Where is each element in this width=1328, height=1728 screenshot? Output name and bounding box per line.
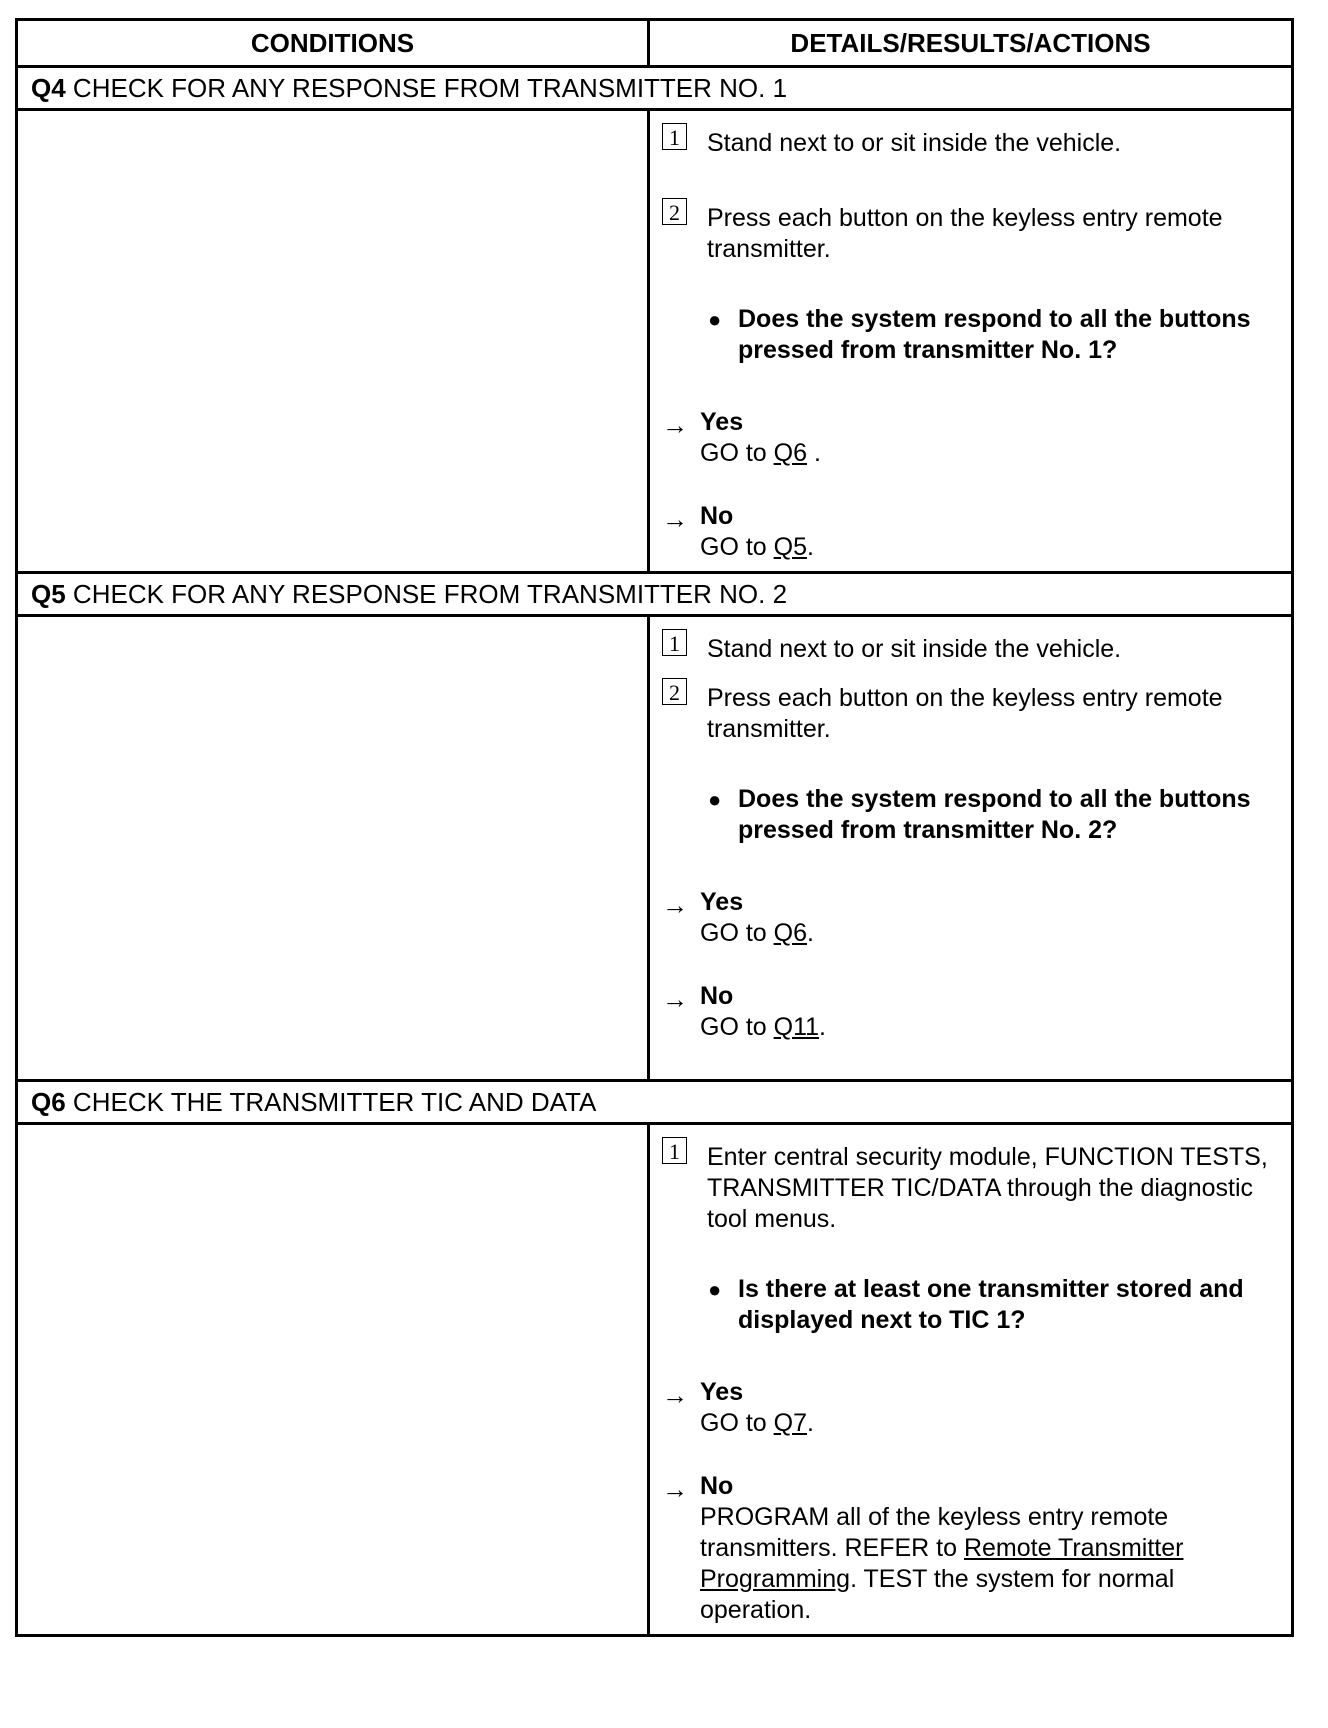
action-prefix: GO to <box>700 1409 774 1437</box>
outcome-label: Yes <box>700 888 744 916</box>
link-remote-transmitter-programming[interactable]: Remote Transmitter Programming <box>700 1534 1184 1593</box>
outcome-action <box>662 1012 1277 1043</box>
section-title: CHECK FOR ANY RESPONSE FROM TRANSMITTER NO. 2 <box>72 578 788 609</box>
outcome-yes <box>662 407 1277 469</box>
step-text: Press each button on the keyless entry remote transmitter. <box>707 204 1223 263</box>
link-q7[interactable]: Q7 <box>773 1409 807 1437</box>
arrow-right-icon: → <box>662 890 688 920</box>
arrow-right-icon: → <box>662 504 688 534</box>
action-suffix: . <box>807 533 814 561</box>
bullet-icon: ● <box>708 307 722 332</box>
step-text: Enter central security module, FUNCTION TESTS, TRANSMITTER TIC/DATA through the diagnostic tool menus. <box>707 1143 1268 1233</box>
question <box>662 1274 1277 1336</box>
outcome-action <box>662 1502 1277 1626</box>
question <box>662 304 1277 366</box>
step-text: Press each button on the keyless entry remote transmitter. <box>707 684 1223 743</box>
question-text: Does the system respond to all the buttons pressed from transmitter No. 1? <box>738 305 1251 364</box>
details-cell <box>649 110 1293 573</box>
details-column-header: DETAILS/RESULTS/ACTIONS <box>649 20 1293 67</box>
section-q5-body <box>17 616 1293 1081</box>
outcome-label: Yes <box>700 1378 744 1406</box>
step-1 <box>662 1135 1277 1235</box>
section-q4-body <box>17 110 1293 573</box>
section-title: CHECK FOR ANY RESPONSE FROM TRANSMITTER NO. 1 <box>72 72 788 103</box>
diagnostic-table-frame <box>15 18 1291 1707</box>
action-prefix: GO to <box>700 1013 774 1041</box>
table-header-row <box>17 20 1293 67</box>
outcome-yes <box>662 1377 1277 1439</box>
section-title: CHECK THE TRANSMITTER TIC AND DATA <box>72 1086 597 1117</box>
action-prefix: GO to <box>700 533 774 561</box>
action-suffix: . <box>807 919 814 947</box>
section-q4-header <box>17 67 1293 110</box>
action-suffix: . <box>807 439 821 467</box>
step-number-box: 1 <box>662 1137 687 1164</box>
step-number-box: 2 <box>662 678 687 705</box>
link-q6[interactable]: Q6 <box>773 919 807 947</box>
section-id: Q5 <box>31 578 66 609</box>
step-text: Stand next to or sit inside the vehicle. <box>707 635 1122 663</box>
step-text: Stand next to or sit inside the vehicle. <box>707 129 1122 157</box>
step-2 <box>662 676 1277 745</box>
conditions-cell <box>17 616 649 1081</box>
action-prefix: GO to <box>700 439 774 467</box>
arrow-right-icon: → <box>662 984 688 1014</box>
outcome-action <box>662 1408 1277 1439</box>
link-q5[interactable]: Q5 <box>773 533 807 561</box>
question <box>662 784 1277 846</box>
step-number-box: 2 <box>662 198 687 225</box>
action-suffix: . TEST the system for normal operation. <box>700 1565 1175 1624</box>
question-text: Is there at least one transmitter stored and displayed next to TIC 1? <box>738 1275 1244 1334</box>
outcome-action <box>662 532 1277 563</box>
outcome-action <box>662 438 1277 469</box>
step-1 <box>662 627 1277 665</box>
bullet-icon: ● <box>708 787 722 812</box>
arrow-right-icon: → <box>662 1474 688 1504</box>
details-cell <box>649 1124 1293 1636</box>
link-q6[interactable]: Q6 <box>773 439 807 467</box>
outcome-no <box>662 981 1277 1043</box>
diagnostic-table <box>15 18 1294 1637</box>
outcome-no <box>662 1471 1277 1626</box>
section-id: Q6 <box>31 1086 66 1117</box>
link-q11[interactable]: Q11 <box>773 1013 820 1041</box>
section-q6-body <box>17 1124 1293 1636</box>
arrow-right-icon: → <box>662 1380 688 1410</box>
action-suffix: . <box>819 1013 826 1041</box>
section-id: Q4 <box>31 72 66 103</box>
step-1 <box>662 121 1277 159</box>
outcome-label: No <box>700 1472 734 1500</box>
action-prefix: PROGRAM all of the keyless entry remote transmitters. REFER to <box>700 1503 1169 1562</box>
outcome-label: Yes <box>700 408 744 436</box>
action-prefix: GO to <box>700 919 774 947</box>
conditions-column-header: CONDITIONS <box>17 20 649 67</box>
step-2 <box>662 196 1277 265</box>
section-q6-header <box>17 1081 1293 1124</box>
details-cell <box>649 616 1293 1081</box>
arrow-right-icon: → <box>662 410 688 440</box>
conditions-cell <box>17 110 649 573</box>
bullet-icon: ● <box>708 1277 722 1302</box>
outcome-action <box>662 918 1277 949</box>
outcome-label: No <box>700 982 734 1010</box>
section-q5-header <box>17 573 1293 616</box>
action-suffix: . <box>807 1409 814 1437</box>
step-number-box: 1 <box>662 123 687 150</box>
step-number-box: 1 <box>662 629 687 656</box>
outcome-label: No <box>700 502 734 530</box>
outcome-no <box>662 501 1277 563</box>
question-text: Does the system respond to all the buttons pressed from transmitter No. 2? <box>738 785 1251 844</box>
outcome-yes <box>662 887 1277 949</box>
conditions-cell <box>17 1124 649 1636</box>
